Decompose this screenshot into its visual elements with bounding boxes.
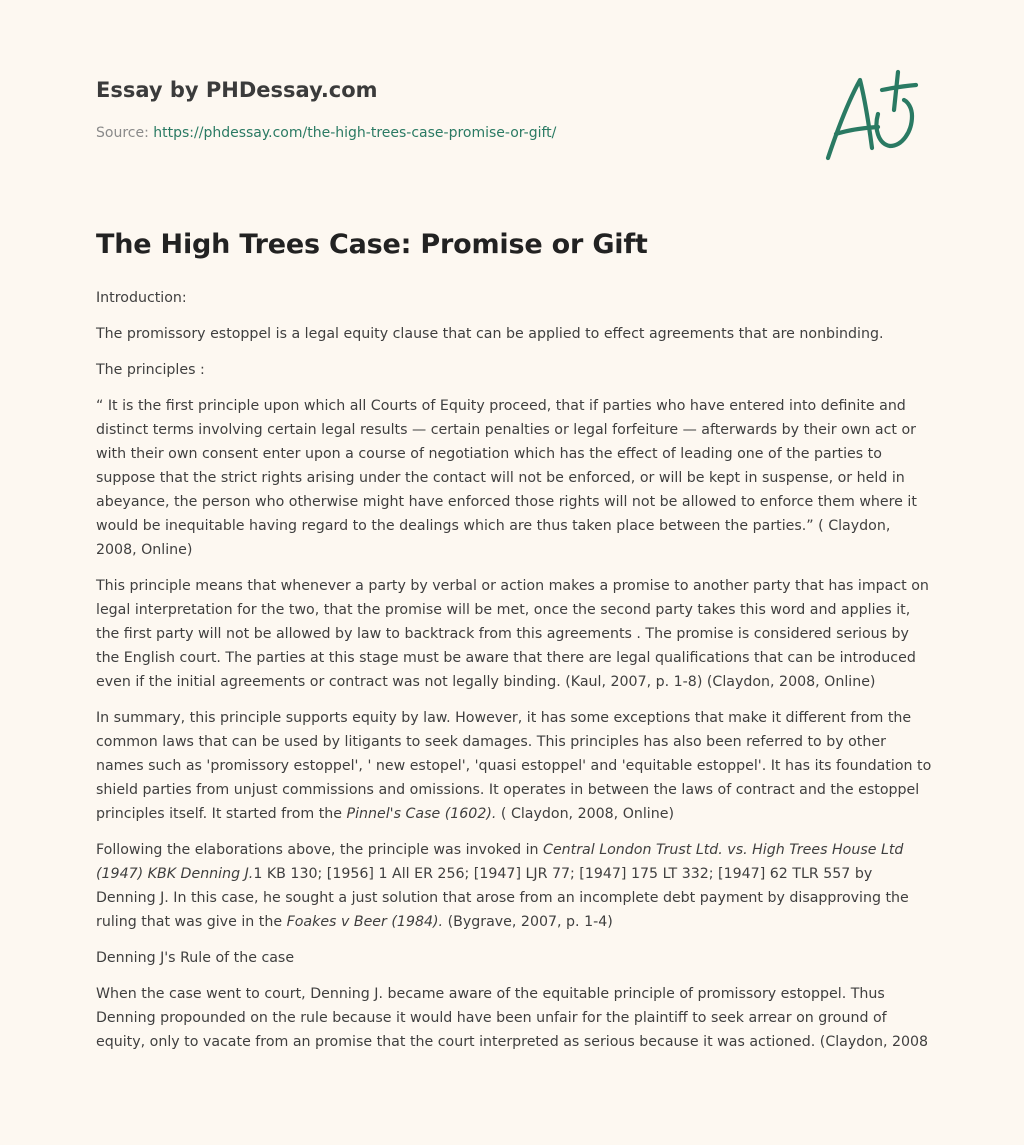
paragraph: The promissory estoppel is a legal equity clause that can be applied to effect agreements that are nonbinding. bbox=[96, 326, 884, 342]
paragraph-text: In summary, this principle supports equity by law. However, it has some exceptions that make it different from the common laws that can be used by litigants to seek damages. This principles has also been referred to by other names such as 'promissory estoppel', ' new estopel', 'quasi estoppel' and 'equitable estoppel'. It has its foundation to shield parties from unjust commissions and omissions. It operates in between the laws of contract and the estoppel principles itself. It started from the bbox=[96, 710, 932, 822]
essay-body bbox=[96, 286, 932, 1066]
case-citation: Central London Trust Ltd. vs. High Trees House Ltd (1947) KBK Denning J. bbox=[96, 842, 904, 882]
source-label: Source: bbox=[96, 125, 149, 141]
intro-heading: Introduction: bbox=[96, 290, 187, 306]
rule-heading: Denning J's Rule of the case bbox=[96, 950, 295, 966]
a-plus-logo-icon bbox=[820, 66, 928, 166]
quote-paragraph: “ It is the first principle upon which all Courts of Equity proceed, that if parties who have entered into definite and distinct terms involving certain legal results — certain penalties or legal forfeiture — afterwards by their own act or with their own consent enter upon a course of negotiation which has the effect of leading one of the parties to suppose that the strict rights arising under the contact will not be enforced, or will be kept in suspense, or held in abeyance, the person who otherwise might have enforced those rights will not be allowed to enforce them where it would be inequitable having regard to the dealings which are thus taken place between the parties.” ( Claydon, 2008, Online) bbox=[96, 398, 917, 558]
citation: ( Claydon, 2008, Online) bbox=[496, 806, 675, 822]
citation: (Bygrave, 2007, p. 1-4) bbox=[443, 914, 613, 930]
source-link[interactable]: https://phdessay.com/the-high-trees-case-promise-or-gift/ bbox=[153, 125, 557, 141]
paragraph bbox=[96, 838, 932, 934]
paragraph: This principle means that whenever a party by verbal or action makes a promise to another party that has impact on legal interpretation for the two, that the promise will be met, once the second party takes this word and applies it, the first party will not be allowed by law to backtrack from this agreements . The promise is considered serious by the English court. The parties at this stage must be aware that there are legal qualifications that can be introduced even if the initial agreements or contract was not legally binding. (Kaul, 2007, p. 1-8) (Claydon, 2008, Online) bbox=[96, 578, 929, 690]
case-citation: Foakes v Beer (1984). bbox=[286, 914, 444, 930]
essay-title: The High Trees Case: Promise or Gift bbox=[96, 229, 648, 260]
case-citation: Pinnel's Case (1602). bbox=[346, 806, 497, 822]
paragraph-text: 1 KB 130; [1956] 1 All ER 256; [1947] LJR 77; [1947] 175 LT 332; [1947] 62 TLR 557 by Denning J. In this case, he sought a just solution that arose from an incomplete debt payment by disapproving the ruling that was give in the bbox=[96, 866, 909, 930]
paragraph: When the case went to court, Denning J. became aware of the equitable principle of promissory estoppel. Thus Denning propounded on the rule because it would have been unfair for the plaintiff to seek arrear on ground of equity, only to vacate from an promise that the court interpreted as serious because it was actioned. (Claydon, 2008 bbox=[96, 986, 929, 1050]
principles-heading: The principles : bbox=[96, 362, 205, 378]
source-line bbox=[96, 124, 556, 142]
paragraph bbox=[96, 706, 932, 826]
brand-title: Essay by PHDessay.com bbox=[96, 78, 378, 102]
paragraph-text: Following the elaborations above, the principle was invoked in bbox=[96, 842, 544, 858]
